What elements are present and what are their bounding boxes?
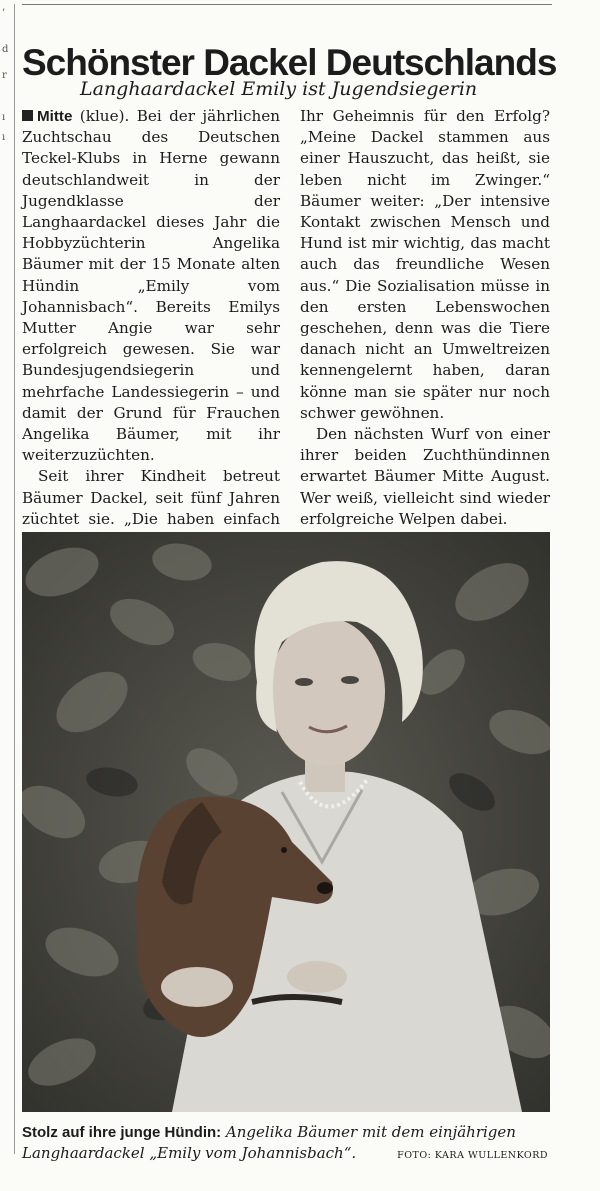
dateline: Mitte bbox=[37, 108, 73, 125]
article-photo bbox=[22, 532, 550, 1112]
photo-credit: FOTO: KARA WULLENKORD bbox=[397, 1150, 548, 1161]
article-column-right bbox=[300, 106, 550, 530]
top-rule bbox=[22, 4, 552, 5]
paragraph: Ihr Geheimnis für den Erfolg? „Meine Dackel stammen aus einer Hauszucht, das heißt, sie leben nicht im Zwinger.“ Bäumer weiter: „Der intensive Kontakt zwischen Mensch und Hund ist mir wichtig, das macht auch das freundliche Wesen aus.“ Die Sozialisation müsse in den ersten Lebenswochen geschehen, denn was die Tiere danach nicht an Umweltreizen kennengelernt haben, daran könne man sie später nur noch schwer gewöhnen. bbox=[300, 107, 550, 422]
headline: Schönster Dackel Deutschlands bbox=[22, 41, 557, 83]
column-divider bbox=[14, 4, 15, 1154]
bullet-icon bbox=[22, 110, 33, 121]
margin-mark: r bbox=[2, 70, 7, 81]
paragraph: Seit ihrer Kindheit betreut Bäumer Dackel, seit fünf Jahren züchtet sie. „Die haben einfach bbox=[22, 467, 280, 528]
left-margin bbox=[0, 0, 16, 1191]
margin-mark: d bbox=[2, 44, 9, 55]
photo-woman-with-dachshund bbox=[22, 532, 550, 1112]
caption-lead: Stolz auf ihre junge Hündin: bbox=[22, 1124, 222, 1141]
article-column-left bbox=[22, 106, 280, 551]
margin-mark: ı bbox=[2, 112, 6, 123]
caption-text: Angelika Bäumer mit dem einjährigen Langhaardackel „Emily vom Johannisbach“. bbox=[22, 1123, 516, 1162]
paragraph-text: (klue). Bei der jährlichen Zuchtschau des Deutschen Teckel-Klubs in Herne gewann deutschlandweit in der Jugendklasse der Langhaardackel dieses Jahr die Hobbyzüchterin Angelika Bäumer mit der 15 Monate alten Hündin „Emily vom Johannisbach“. Bereits Emilys Mutter Angie war sehr erfolgreich gewesen. Sie war Bundesjugendsiegerin und mehrfache Landessiegerin – und damit der Grund für Frauchen Angelika Bäumer, mit ihr weiterzuzüchten. bbox=[22, 107, 280, 465]
margin-mark: ’ bbox=[2, 8, 6, 19]
paragraph bbox=[22, 106, 280, 466]
paragraph: Den nächsten Wurf von einer ihrer beiden Zuchthündinnen erwartet Bäumer Mitte August. Wer weiß, vielleicht sind wieder erfolgreiche Welpen dabei. bbox=[300, 425, 550, 528]
margin-mark: ı bbox=[2, 132, 6, 143]
subheadline: Langhaardackel Emily ist Jugendsiegerin bbox=[80, 78, 478, 100]
